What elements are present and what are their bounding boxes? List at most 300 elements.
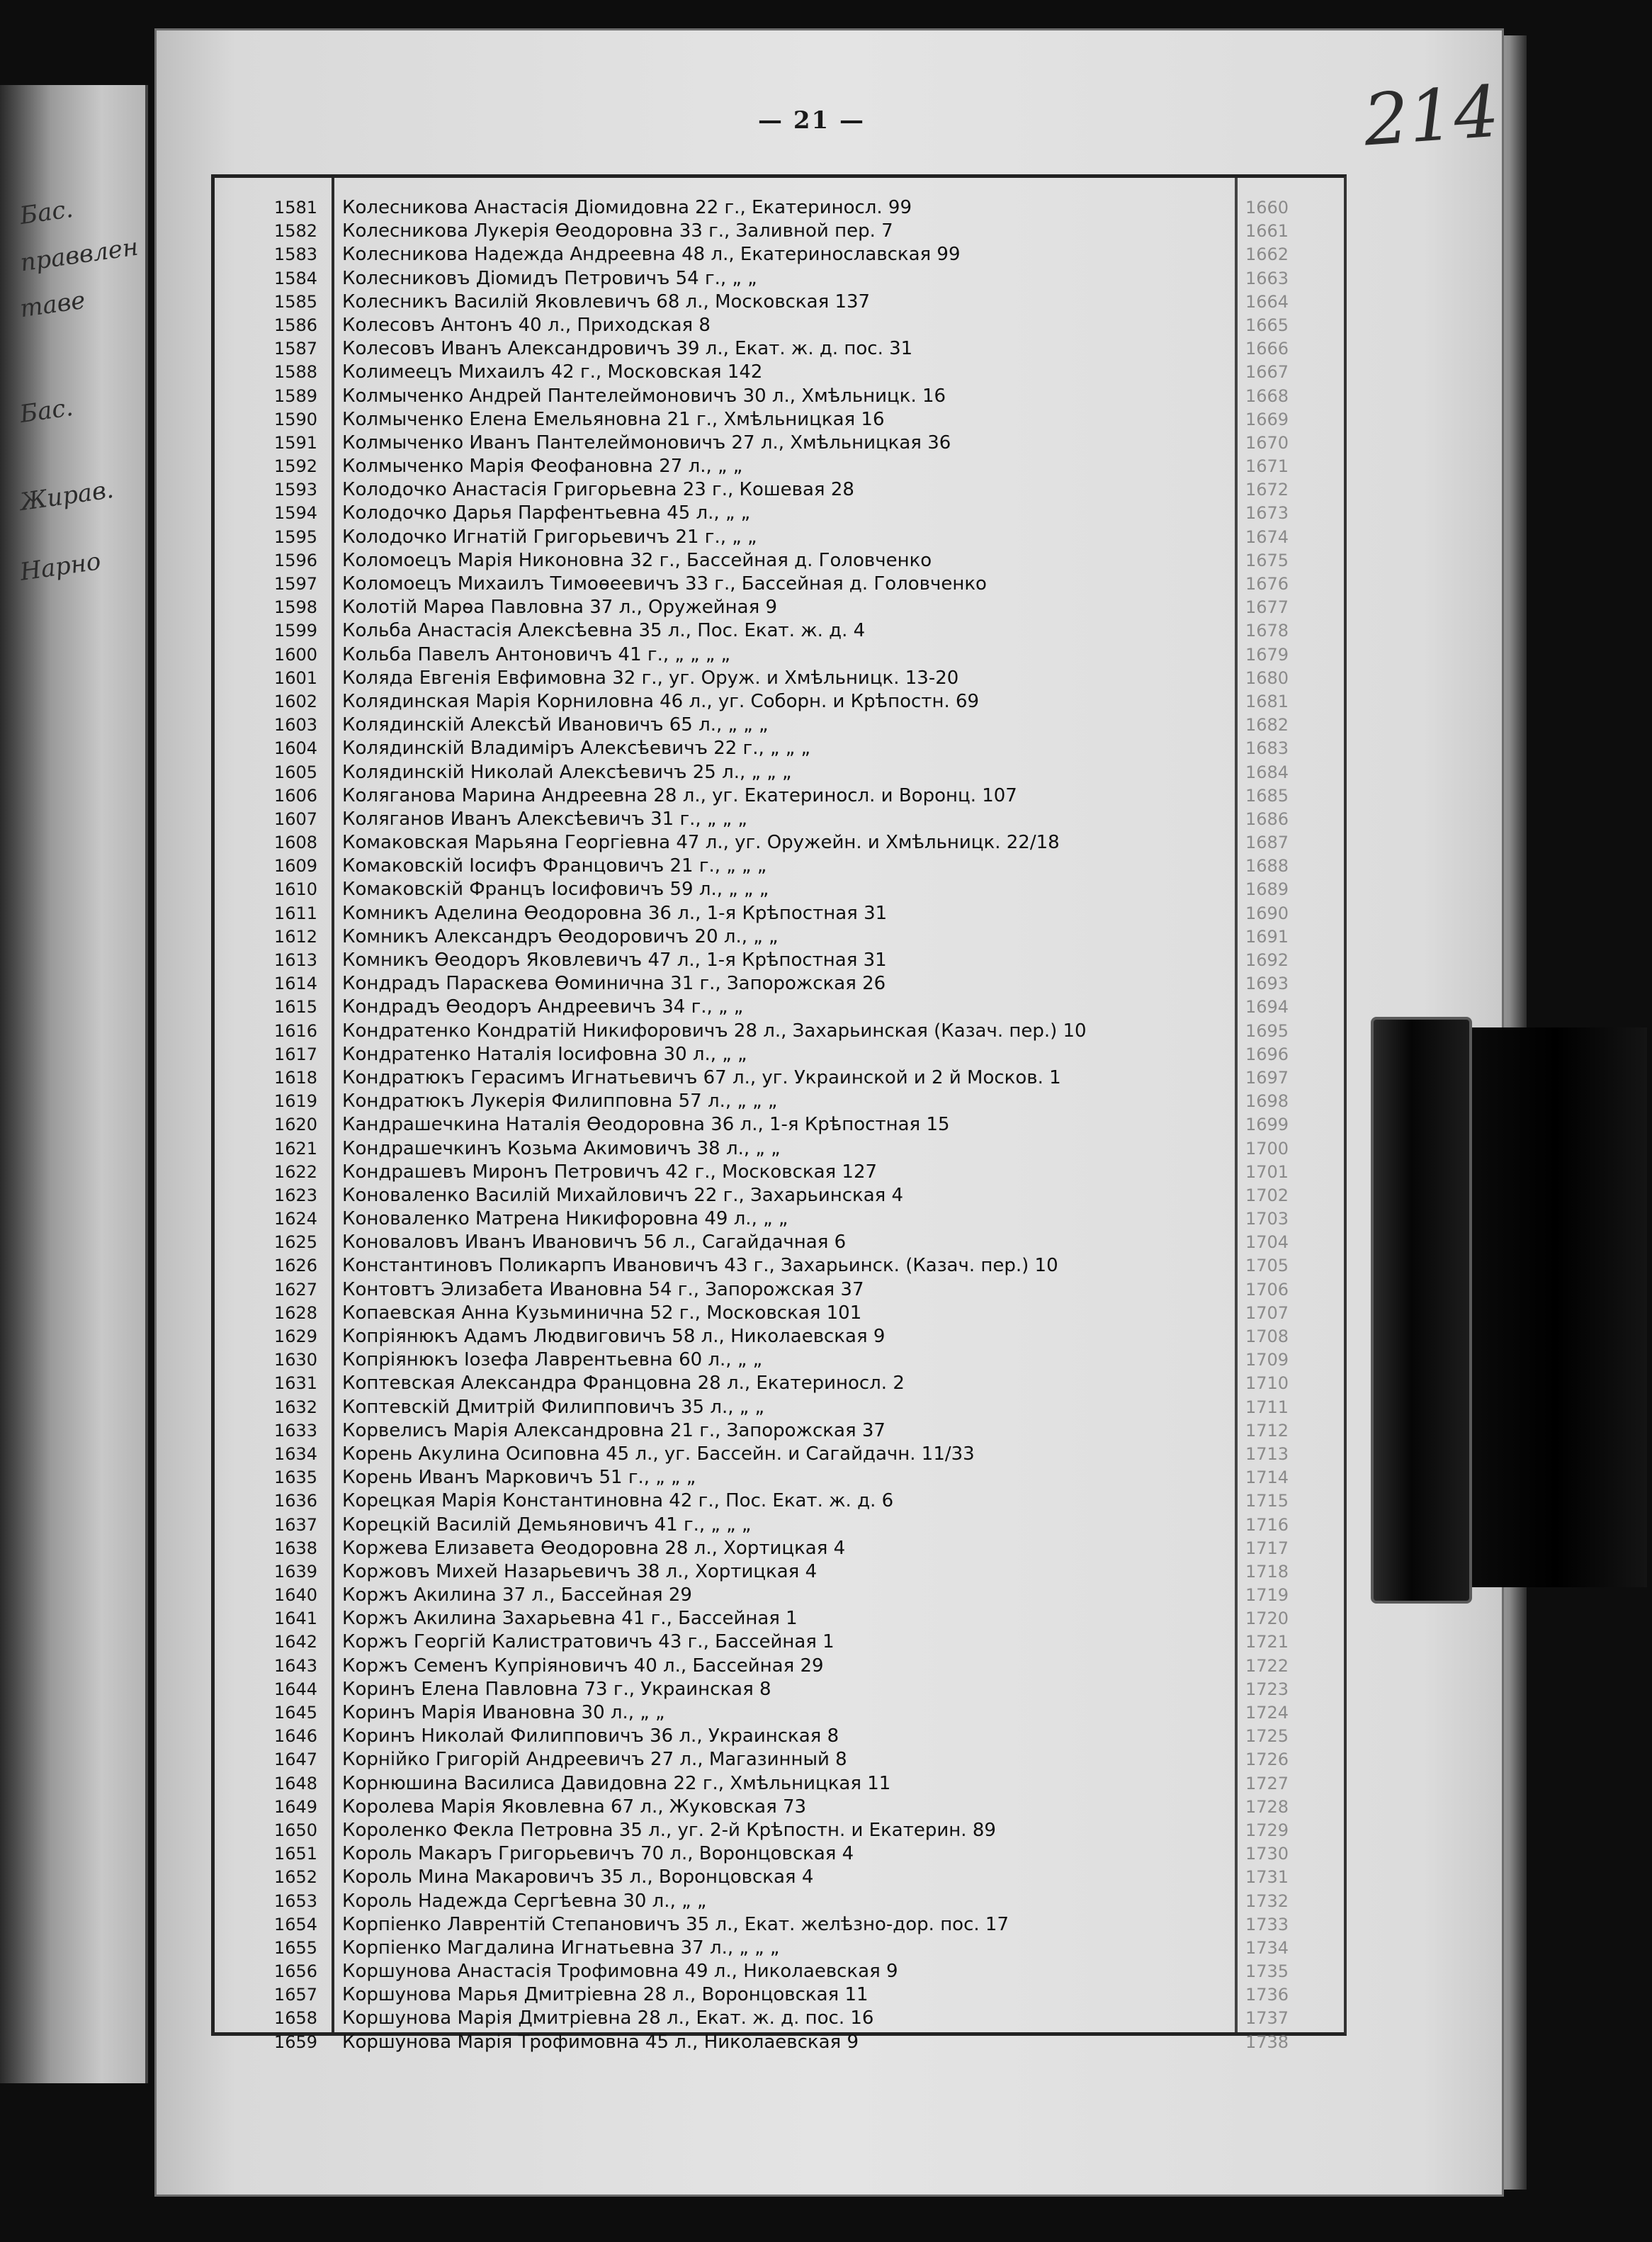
entry-number: 1651 — [273, 1844, 317, 1864]
bleed-through-number: 1678 — [1245, 621, 1289, 641]
left-page-edge — [0, 85, 148, 2083]
entry-text: Кольба Павелъ Антоновичъ 41 г., „ „ „ „ — [342, 643, 731, 665]
bleed-through-number: 1672 — [1245, 480, 1289, 500]
entry-number: 1644 — [273, 1679, 317, 1699]
entry-number: 1595 — [273, 526, 317, 547]
bleed-through-number: 1707 — [1245, 1302, 1289, 1323]
bleed-through-number: 1716 — [1245, 1514, 1289, 1535]
entry-text: Коржъ Акилина Захарьевна 41 г., Бассейная 1 — [342, 1608, 798, 1630]
list-item — [215, 1983, 1235, 2007]
entry-text: Коршунова Марія Трофимовна 45 л., Николаевская 9 — [342, 2031, 859, 2053]
entry-text: Корень Иванъ Марковичъ 51 г., „ „ „ — [342, 1467, 696, 1489]
entry-number: 1590 — [273, 409, 317, 429]
list-item — [215, 855, 1235, 878]
list-item — [215, 455, 1235, 478]
entry-text: Комникъ Өеодоръ Яковлевичъ 47 л., 1-я Крѣпостная 31 — [342, 950, 887, 971]
entry-text: Копаевская Анна Кузьминична 52 г., Московская 101 — [342, 1302, 862, 1324]
bleed-through-number: 1728 — [1245, 1796, 1289, 1817]
entry-number: 1635 — [273, 1468, 317, 1488]
entry-text: Король Надежда Сергѣевна 30 л., „ „ — [342, 1890, 707, 1912]
entry-text: Комаковскій Іосифъ Францовичъ 21 г., „ „ „ — [342, 855, 767, 877]
entry-text: Комникъ Александръ Өеодоровичъ 20 л., „ „ — [342, 925, 779, 947]
list-item — [215, 808, 1235, 831]
bleed-through-number: 1686 — [1245, 809, 1289, 829]
list-item — [215, 878, 1235, 901]
entry-number: 1633 — [273, 1420, 317, 1441]
entry-text: Комникъ Аделина Өеодоровна 36 л., 1-я Крѣпостная 31 — [342, 902, 888, 924]
entry-number: 1587 — [273, 339, 317, 359]
list-item — [215, 1066, 1235, 1090]
entry-text: Король Мина Макаровичъ 35 л., Воронцовская 4 — [342, 1866, 814, 1888]
bleed-through-number: 1665 — [1245, 315, 1289, 335]
bleed-through-number: 1675 — [1245, 550, 1289, 570]
entry-text: Коноваленко Василій Михайловичъ 22 г., Захарьинская 4 — [342, 1184, 904, 1206]
entry-number: 1640 — [273, 1585, 317, 1606]
page-number: — 21 — — [758, 106, 865, 135]
list-item — [215, 949, 1235, 972]
list-item — [215, 502, 1235, 525]
entry-number: 1630 — [273, 1350, 317, 1370]
list-item — [215, 1302, 1235, 1325]
list-item — [215, 1866, 1235, 1889]
entry-text: Колмыченко Иванъ Пантелеймоновичъ 27 л., Хмѣльницкая 36 — [342, 432, 951, 454]
entry-number: 1606 — [273, 785, 317, 806]
list-item — [215, 385, 1235, 408]
list-item — [215, 1725, 1235, 1748]
list-item — [215, 643, 1235, 667]
list-item — [215, 526, 1235, 549]
entry-text: Кондратюкъ Лукерія Филипповна 57 л., „ „ „ — [342, 1091, 778, 1112]
list-item — [215, 1348, 1235, 1372]
entry-number: 1610 — [273, 879, 317, 900]
list-item — [215, 690, 1235, 714]
bleed-through-number: 1711 — [1245, 1397, 1289, 1417]
entry-text: Колесовъ Антонъ 40 л., Приходская 8 — [342, 314, 711, 336]
entry-text: Коляганова Марина Андреевна 28 л., уг. Екатериносл. и Воронц. 107 — [342, 784, 1017, 806]
list-item — [215, 1772, 1235, 1796]
entry-text: Колядинскій Алексѣй Ивановичъ 65 л., „ „ „ — [342, 714, 769, 736]
entry-number: 1612 — [273, 926, 317, 947]
entry-text: Коринъ Николай Филипповичъ 36 л., Украинская 8 — [342, 1725, 839, 1747]
bleed-through-number: 1730 — [1245, 1844, 1289, 1864]
entry-number: 1615 — [273, 997, 317, 1018]
entry-number: 1632 — [273, 1397, 317, 1417]
list-item — [215, 1630, 1235, 1654]
bleed-through-number: 1698 — [1245, 1091, 1289, 1112]
entry-number: 1645 — [273, 1703, 317, 1723]
bleed-through-number: 1718 — [1245, 1561, 1289, 1582]
entry-text: Копріянюкъ Іозефа Лаврентьевна 60 л., „ „ — [342, 1349, 763, 1371]
entry-number: 1617 — [273, 1044, 317, 1064]
bleed-through-number: 1734 — [1245, 1937, 1289, 1958]
entry-text: Корпіенко Лаврентій Степановичъ 35 л., Екат. желѣзно-дор. пос. 17 — [342, 1913, 1009, 1935]
entry-number: 1653 — [273, 1891, 317, 1911]
entry-text: Копріянюкъ Адамъ Людвиговичъ 58 л., Николаевская 9 — [342, 1326, 886, 1347]
entry-text: Корень Акулина Осиповна 45 л., уг. Бассейн. и Сагайдачн. 11/33 — [342, 1443, 975, 1465]
bleed-through-number: 1724 — [1245, 1703, 1289, 1723]
entry-number: 1603 — [273, 715, 317, 736]
entry-text: Колмыченко Марія Феофановна 27 л., „ „ — [342, 456, 743, 478]
list-item — [215, 1184, 1235, 1207]
entry-text: Контовтъ Элизабета Ивановна 54 г., Запорожская 37 — [342, 1278, 864, 1300]
entry-number: 1623 — [273, 1185, 317, 1205]
entry-number: 1608 — [273, 833, 317, 853]
list-item — [215, 1396, 1235, 1419]
list-item — [215, 972, 1235, 996]
entry-number: 1622 — [273, 1161, 317, 1182]
list-item — [215, 1537, 1235, 1560]
handwritten-folio-number: 214 — [1361, 69, 1502, 162]
entry-text: Колесниковъ Діомидъ Петровичъ 54 г., „ „ — [342, 267, 757, 289]
bleed-through-number: 1720 — [1245, 1609, 1289, 1629]
entry-number: 1601 — [273, 667, 317, 688]
binder-clip — [1371, 1017, 1472, 1604]
entry-number: 1583 — [273, 244, 317, 265]
entry-text: Кольба Анастасія Алексѣевна 35 л., Пос. Екат. ж. д. 4 — [342, 620, 866, 642]
bleed-through-number: 1697 — [1245, 1067, 1289, 1088]
entry-text: Кандрашечкина Наталія Өеодоровна 36 л., 1-я Крѣпостная 15 — [342, 1114, 950, 1136]
entry-text: Колесникова Анастасія Діомидовна 22 г., Екатериносл. 99 — [342, 197, 912, 218]
entry-number: 1641 — [273, 1609, 317, 1629]
list-item — [215, 267, 1235, 291]
bleed-through-number: 1680 — [1245, 667, 1289, 688]
bleed-through-number: 1735 — [1245, 1961, 1289, 1982]
entry-number: 1616 — [273, 1020, 317, 1041]
entry-number: 1621 — [273, 1138, 317, 1159]
entry-number: 1649 — [273, 1796, 317, 1817]
entry-text: Кондрашевъ Миронъ Петровичъ 42 г., Московская 127 — [342, 1161, 878, 1183]
entry-text: Коршунова Анастасія Трофимовна 49 л., Николаевская 9 — [342, 1961, 898, 1983]
entry-text: Кондрадъ Өеодоръ Андреевичъ 34 г., „ „ — [342, 996, 744, 1018]
entry-text: Колодочко Игнатій Григорьевичъ 21 г., „ „ — [342, 526, 757, 548]
entry-text: Коломоецъ Марія Никоновна 32 г., Бассейная д. Головченко — [342, 549, 932, 571]
entry-number: 1643 — [273, 1655, 317, 1676]
entry-number: 1657 — [273, 1985, 317, 2005]
entry-text: Колесникова Лукерія Өеодоровна 33 г., Заливной пер. 7 — [342, 220, 893, 242]
bleed-through-number: 1685 — [1245, 785, 1289, 806]
list-item — [215, 737, 1235, 760]
entry-text: Королева Марія Яковлевна 67 л., Жуковская 73 — [342, 1796, 807, 1818]
entry-text: Корецкая Марія Константиновна 42 г., Пос. Екат. ж. д. 6 — [342, 1490, 894, 1512]
list-item — [215, 1161, 1235, 1184]
bleed-through-number: 1679 — [1245, 644, 1289, 665]
list-item — [215, 619, 1235, 643]
bleed-through-number: 1696 — [1245, 1044, 1289, 1064]
bleed-through-number: 1713 — [1245, 1443, 1289, 1464]
margin-note: Жирав. — [18, 475, 115, 517]
entry-text: Коноваловъ Иванъ Ивановичъ 56 л., Сагайдачная 6 — [342, 1232, 847, 1254]
entry-number: 1620 — [273, 1115, 317, 1135]
entry-text: Коршунова Марья Дмитріевна 28 л., Воронцовская 11 — [342, 1984, 869, 2006]
list-item — [215, 902, 1235, 925]
bleed-through-number: 1736 — [1245, 1985, 1289, 2005]
entry-text: Комаковская Марьяна Георгіевна 47 л., уг. Оружейн. и Хмѣльницк. 22/18 — [342, 832, 1060, 854]
list-item — [215, 196, 1235, 220]
list-item — [215, 1701, 1235, 1725]
bleed-through-number: 1663 — [1245, 268, 1289, 288]
bleed-through-number: 1684 — [1245, 762, 1289, 782]
list-item — [215, 784, 1235, 808]
list-item — [215, 314, 1235, 337]
entry-text: Колесникова Надежда Андреевна 48 л., Екатеринославская 99 — [342, 244, 961, 266]
bleed-through-number: 1738 — [1245, 2032, 1289, 2052]
margin-note: Нарно — [18, 547, 103, 587]
bleed-through-number: 1699 — [1245, 1115, 1289, 1135]
list-item — [215, 549, 1235, 573]
bleed-through-number: 1706 — [1245, 1279, 1289, 1300]
entry-text: Колмыченко Андрей Пантелеймоновичъ 30 л., Хмѣльницк. 16 — [342, 385, 946, 407]
entry-number: 1626 — [273, 1256, 317, 1276]
entry-number: 1627 — [273, 1279, 317, 1300]
entry-number: 1625 — [273, 1232, 317, 1253]
bleed-through-number: 1692 — [1245, 950, 1289, 970]
list-item — [215, 1113, 1235, 1137]
bleed-through-number: 1727 — [1245, 1773, 1289, 1793]
bleed-through-number: 1681 — [1245, 691, 1289, 711]
entry-text: Короленко Фекла Петровна 35 л., уг. 2-й Крѣпостн. и Екатерин. 89 — [342, 1819, 996, 1841]
bleed-through-number: 1701 — [1245, 1161, 1289, 1182]
entry-number: 1658 — [273, 2008, 317, 2029]
entry-text: Коляда Евгенія Евфимовна 32 г., уг. Оруж. и Хмѣльницк. 13-20 — [342, 667, 959, 689]
entry-text: Кондратенко Кондратій Никифоровичъ 28 л., Захарьинская (Казач. пер.) 10 — [342, 1020, 1087, 1042]
entry-number: 1611 — [273, 903, 317, 923]
bleed-through-number: 1671 — [1245, 456, 1289, 477]
entry-number: 1588 — [273, 362, 317, 383]
entry-text: Комаковскій Францъ Іосифовичъ 59 л., „ „ „ — [342, 879, 769, 901]
bleed-through-number: 1704 — [1245, 1232, 1289, 1253]
list-item — [215, 1514, 1235, 1537]
entry-number: 1609 — [273, 856, 317, 877]
entry-text: Коляганов Иванъ Алексѣевичъ 31 г., „ „ „ — [342, 808, 747, 830]
margin-note: Бас. — [18, 194, 75, 231]
bleed-through-number: 1691 — [1245, 926, 1289, 947]
bleed-through-number: 1693 — [1245, 974, 1289, 994]
entry-text: Кондратенко Наталія Іосифовна 30 л., „ „ — [342, 1043, 747, 1065]
entry-text: Корнюшина Василиса Давидовна 22 г., Хмѣльницкая 11 — [342, 1772, 891, 1794]
list-item — [215, 408, 1235, 432]
entry-number: 1602 — [273, 691, 317, 711]
bleed-through-number: 1719 — [1245, 1585, 1289, 1606]
bleed-through-number: 1674 — [1245, 526, 1289, 547]
entry-text: Корвелисъ Марія Александровна 21 г., Запорожская 37 — [342, 1419, 886, 1441]
entry-text: Коржъ Георгій Калистратовичъ 43 г., Бассейная 1 — [342, 1631, 835, 1653]
entry-text: Коржъ Семенъ Купріяновичъ 40 л., Бассейная 29 — [342, 1655, 824, 1677]
entry-number: 1650 — [273, 1820, 317, 1840]
entry-number: 1599 — [273, 621, 317, 641]
list-item — [215, 2031, 1235, 2054]
list-item — [215, 478, 1235, 502]
bleed-through-number: 1717 — [1245, 1538, 1289, 1558]
entry-text: Колимеецъ Михаилъ 42 г., Московская 142 — [342, 361, 763, 383]
entry-number: 1604 — [273, 738, 317, 759]
bleed-through-number: 1677 — [1245, 597, 1289, 618]
entry-number: 1597 — [273, 574, 317, 594]
entry-text: Колотій Марѳа Павловна 37 л., Оружейная 9 — [342, 597, 778, 619]
list-item — [215, 925, 1235, 949]
bleed-through-number: 1705 — [1245, 1256, 1289, 1276]
list-item — [215, 1372, 1235, 1395]
entry-number: 1607 — [273, 809, 317, 829]
entry-text: Колодочко Дарья Парфентьевна 45 л., „ „ — [342, 502, 751, 524]
bleed-through-number: 1669 — [1245, 409, 1289, 429]
entry-text: Коринъ Елена Павловна 73 г., Украинская 8 — [342, 1678, 771, 1700]
entry-text: Колядинскій Владиміръ Алексѣевичъ 22 г., „ „ „ — [342, 738, 810, 760]
entry-number: 1655 — [273, 1937, 317, 1958]
list-item — [215, 1890, 1235, 1913]
bleed-through-number: 1702 — [1245, 1185, 1289, 1205]
entry-text: Константиновъ Поликарпъ Ивановичъ 43 г., Захарьинск. (Казач. пер.) 10 — [342, 1255, 1058, 1277]
list-item — [215, 1043, 1235, 1066]
bleed-through-number: 1660 — [1245, 198, 1289, 218]
register-table — [211, 174, 1347, 2053]
list-item — [215, 2007, 1235, 2030]
entry-text: Коржъ Акилина 37 л., Бассейная 29 — [342, 1584, 692, 1606]
bleed-through-number: 1709 — [1245, 1350, 1289, 1370]
bleed-through-number: 1673 — [1245, 503, 1289, 524]
list-item — [215, 831, 1235, 855]
list-item — [215, 761, 1235, 784]
entry-number: 1600 — [273, 644, 317, 665]
bleed-through-number: 1723 — [1245, 1679, 1289, 1699]
entry-number: 1659 — [273, 2032, 317, 2052]
entry-number: 1636 — [273, 1491, 317, 1511]
entry-number: 1646 — [273, 1726, 317, 1747]
bleed-through-number: 1712 — [1245, 1420, 1289, 1441]
list-item — [215, 361, 1235, 384]
bleed-through-number: 1690 — [1245, 903, 1289, 923]
list-item — [215, 1231, 1235, 1254]
list-item — [215, 1960, 1235, 1983]
entry-number: 1631 — [273, 1373, 317, 1394]
entry-text: Коршунова Марія Дмитріевна 28 л., Екат. ж. д. пос. 16 — [342, 2007, 874, 2029]
list-item — [215, 291, 1235, 314]
list-item — [215, 573, 1235, 596]
entry-text: Коптевскій Дмитрій Филипповичъ 35 л., „ „ — [342, 1396, 764, 1418]
bleed-through-column — [1245, 196, 1330, 2054]
bleed-through-number: 1729 — [1245, 1820, 1289, 1840]
entry-number: 1639 — [273, 1561, 317, 1582]
entry-number: 1648 — [273, 1773, 317, 1793]
bleed-through-number: 1683 — [1245, 738, 1289, 759]
list-item — [215, 1466, 1235, 1489]
bleed-through-number: 1695 — [1245, 1020, 1289, 1041]
entry-number: 1634 — [273, 1443, 317, 1464]
entry-number: 1591 — [273, 432, 317, 453]
entry-text: Коломоецъ Михаилъ Тимоѳеевичъ 33 г., Бассейная д. Головченко — [342, 573, 987, 595]
list-item — [215, 667, 1235, 690]
bleed-through-number: 1662 — [1245, 244, 1289, 265]
entry-text: Коржовъ Михей Назарьевичъ 38 л., Хортицкая 4 — [342, 1560, 817, 1582]
bleed-through-number: 1667 — [1245, 362, 1289, 383]
entry-number: 1605 — [273, 762, 317, 782]
entry-number: 1618 — [273, 1067, 317, 1088]
list-item — [215, 1020, 1235, 1043]
column-rule — [1235, 178, 1238, 2032]
bleed-through-number: 1714 — [1245, 1468, 1289, 1488]
entry-text: Колесникъ Василій Яковлевичъ 68 л., Московская 137 — [342, 291, 871, 312]
entry-list — [215, 196, 1235, 2054]
entry-number: 1613 — [273, 950, 317, 970]
list-item — [215, 243, 1235, 266]
list-item — [215, 1655, 1235, 1678]
list-item — [215, 1937, 1235, 1960]
entry-number: 1647 — [273, 1750, 317, 1770]
list-item — [215, 1443, 1235, 1466]
entry-number: 1582 — [273, 221, 317, 242]
entry-number: 1629 — [273, 1326, 317, 1346]
margin-note: таве — [18, 286, 87, 324]
entry-text: Кондратюкъ Герасимъ Игнатьевичъ 67 л., уг. Украинской и 2 й Москов. 1 — [342, 1066, 1061, 1088]
list-item — [215, 220, 1235, 243]
list-item — [215, 1842, 1235, 1866]
list-item — [215, 1207, 1235, 1231]
entry-text: Корецкій Василій Демьяновичъ 41 г., „ „ „ — [342, 1514, 752, 1536]
entry-number: 1594 — [273, 503, 317, 524]
bleed-through-number: 1708 — [1245, 1326, 1289, 1346]
entry-text: Кондрадъ Параскева Өоминична 31 г., Запорожская 26 — [342, 973, 886, 995]
entry-text: Колмыченко Елена Емельяновна 21 г., Хмѣльницкая 16 — [342, 408, 885, 430]
bleed-through-number: 1668 — [1245, 385, 1289, 406]
entry-number: 1637 — [273, 1514, 317, 1535]
list-item — [215, 1584, 1235, 1607]
bleed-through-number: 1733 — [1245, 1914, 1289, 1934]
margin-note: Бас. — [18, 393, 75, 429]
list-item — [215, 1489, 1235, 1513]
bleed-through-number: 1722 — [1245, 1655, 1289, 1676]
entry-number: 1585 — [273, 291, 317, 312]
entry-number: 1654 — [273, 1914, 317, 1934]
entry-text: Колодочко Анастасія Григорьевна 23 г., Кошевая 28 — [342, 479, 854, 501]
entry-number: 1586 — [273, 315, 317, 335]
bleed-through-number: 1700 — [1245, 1138, 1289, 1159]
list-item — [215, 596, 1235, 619]
list-item — [215, 432, 1235, 455]
list-item — [215, 337, 1235, 361]
entry-text: Коптевская Александра Францовна 28 л., Екатериносл. 2 — [342, 1373, 905, 1395]
entry-text: Корнійко Григорій Андреевичъ 27 л., Магазинный 8 — [342, 1749, 847, 1771]
entry-text: Колядинская Марія Корниловна 46 л., уг. Соборн. и Крѣпостн. 69 — [342, 690, 980, 712]
bleed-through-number: 1721 — [1245, 1632, 1289, 1652]
bleed-through-number: 1664 — [1245, 291, 1289, 312]
list-item — [215, 1419, 1235, 1443]
list-item — [215, 1090, 1235, 1113]
bleed-through-number: 1694 — [1245, 997, 1289, 1018]
bleed-through-number: 1688 — [1245, 856, 1289, 877]
entry-number: 1593 — [273, 480, 317, 500]
bleed-through-number: 1676 — [1245, 574, 1289, 594]
list-item — [215, 1678, 1235, 1701]
entry-text: Коржева Елизавета Өеодоровна 28 л., Хортицкая 4 — [342, 1537, 846, 1559]
entry-number: 1589 — [273, 385, 317, 406]
bleed-through-number: 1682 — [1245, 715, 1289, 736]
entry-number: 1642 — [273, 1632, 317, 1652]
entry-text: Король Макаръ Григорьевичъ 70 л., Воронцовская 4 — [342, 1843, 854, 1865]
bleed-through-number: 1710 — [1245, 1373, 1289, 1394]
list-item — [215, 1819, 1235, 1842]
list-item — [215, 1560, 1235, 1584]
entry-number: 1598 — [273, 597, 317, 618]
list-item — [215, 1748, 1235, 1771]
bleed-through-number: 1737 — [1245, 2008, 1289, 2029]
entry-number: 1584 — [273, 268, 317, 288]
list-item — [215, 996, 1235, 1019]
bleed-through-number: 1670 — [1245, 432, 1289, 453]
bleed-through-number: 1666 — [1245, 339, 1289, 359]
bleed-through-number: 1689 — [1245, 879, 1289, 900]
entry-text: Кондрашечкинъ Козьма Акимовичъ 38 л., „ „ — [342, 1137, 781, 1159]
entry-text: Коноваленко Матрена Никифоровна 49 л., „ „ — [342, 1208, 788, 1230]
bleed-through-number: 1703 — [1245, 1209, 1289, 1229]
